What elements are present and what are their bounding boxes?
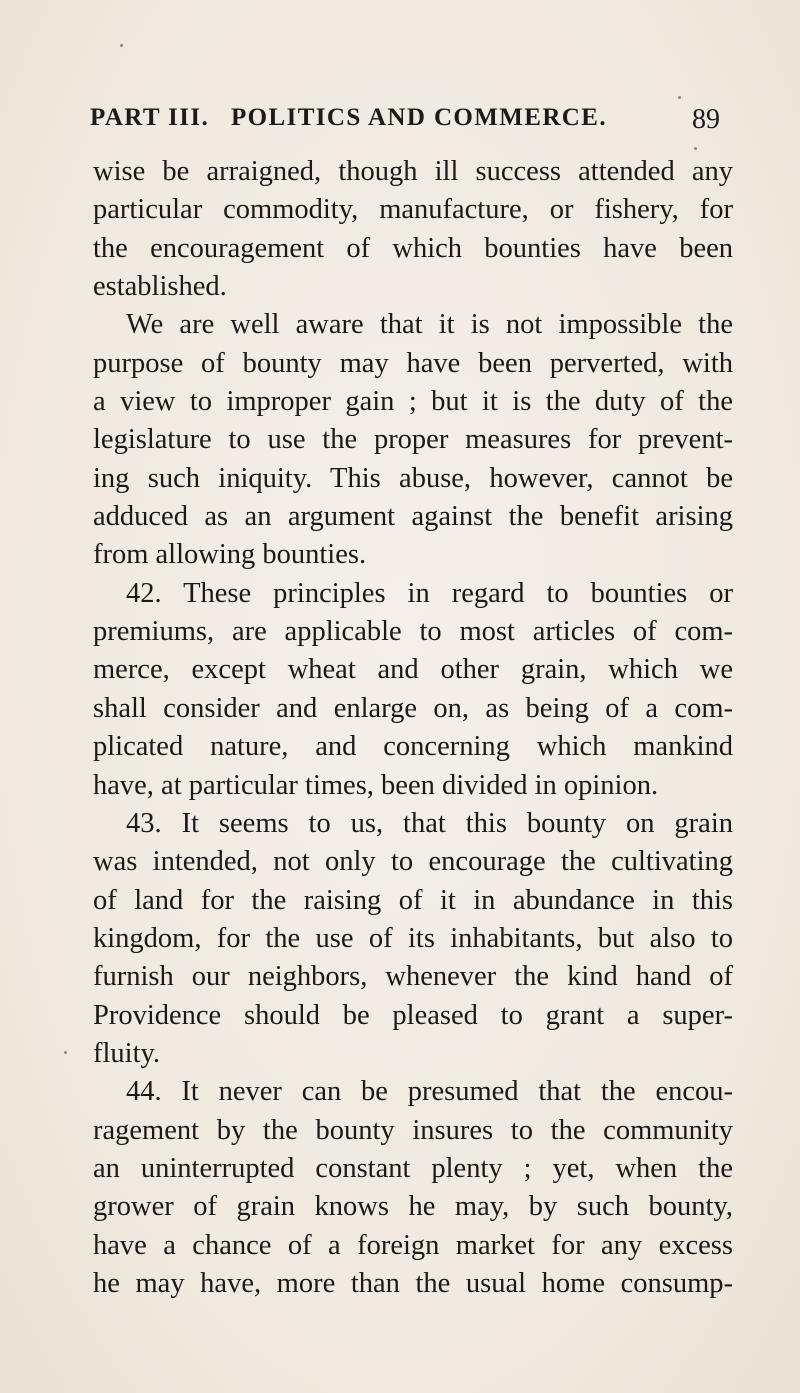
text-line: the encouragement of which bounties have been — [93, 232, 733, 264]
text-line: have, at particular times, been divided in opinion. — [93, 769, 659, 801]
text-line: ing such iniquity. This abuse, however, cannot be — [93, 462, 733, 494]
text-line: a view to improper gain ; but it is the duty of the — [93, 386, 733, 418]
text-line: established. — [93, 271, 227, 303]
text-line: premiums, are applicable to most articles of com- — [93, 616, 733, 648]
paragraph-start-line: 44. It never can be presumed that the encou- — [126, 1076, 733, 1108]
body-text — [93, 153, 733, 1303]
text-line: purpose of bounty may have been perverted, with — [93, 347, 733, 379]
paragraph-start-line: We are well aware that it is not impossible the — [126, 309, 733, 341]
text-line: wise be arraigned, though ill success attended any — [93, 156, 733, 187]
text-line: fluity. — [93, 1037, 161, 1069]
header-part: PART III. — [90, 104, 210, 131]
running-header — [90, 104, 720, 144]
text-line: Providence should be pleased to grant a super- — [93, 999, 733, 1031]
text-line: he may have, more than the usual home consump- — [93, 1267, 733, 1299]
text-line: plicated nature, and concerning which mankind — [93, 731, 733, 763]
header-section-title: POLITICS AND COMMERCE. — [231, 104, 607, 131]
text-line: from allowing bounties. — [93, 539, 367, 571]
text-line: ragement by the bounty insures to the community — [93, 1114, 733, 1146]
paper-speck — [694, 147, 697, 150]
text-line: particular commodity, manufacture, or fishery, for — [93, 194, 733, 226]
text-line: was intended, not only to encourage the cultivating — [93, 846, 733, 878]
text-line: legislature to use the proper measures for prevent- — [93, 424, 733, 456]
paragraph-start-line: 42. These principles in regard to bounties or — [126, 577, 733, 609]
paragraph-start-line: 43. It seems to us, that this bounty on grain — [126, 807, 733, 839]
text-line: adduced as an argument against the benefit arising — [93, 501, 733, 533]
text-line: shall consider and enlarge on, as being of a com- — [93, 692, 733, 724]
text-line: kingdom, for the use of its inhabitants, but also to — [93, 922, 733, 954]
paper-speck — [120, 44, 123, 47]
paper-speck — [678, 96, 681, 99]
page-number: 89 — [692, 104, 720, 135]
paper-speck — [64, 1051, 67, 1054]
text-line: have a chance of a foreign market for any excess — [93, 1229, 733, 1261]
text-line: grower of grain knows he may, by such bounty, — [93, 1191, 733, 1223]
text-line: furnish our neighbors, whenever the kind hand of — [93, 961, 733, 993]
text-line: merce, except wheat and other grain, which we — [93, 654, 733, 686]
text-line: an uninterrupted constant plenty ; yet, when the — [93, 1152, 733, 1184]
text-line: of land for the raising of it in abundance in this — [93, 884, 733, 916]
